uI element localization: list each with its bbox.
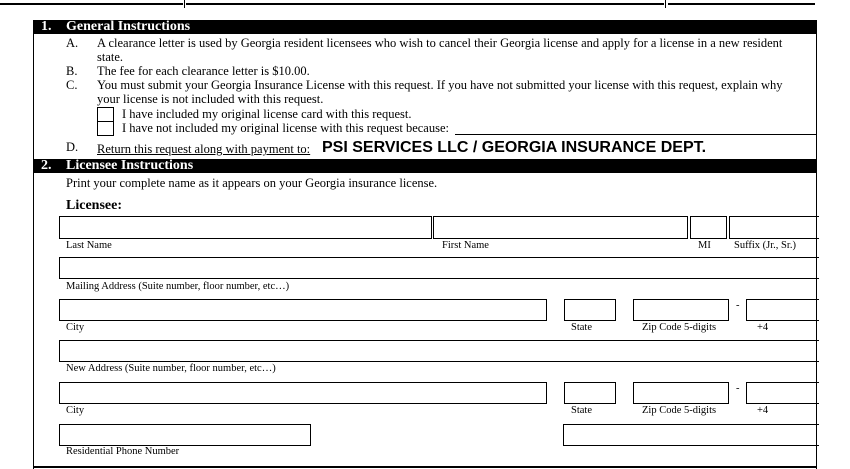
mailing-address-label: Mailing Address (Suite number, floor number, etc…): [66, 281, 290, 292]
section1-header: [33, 20, 816, 34]
last-name-field[interactable]: [59, 216, 432, 239]
top-divider-2: [665, 0, 666, 8]
residential-phone-field[interactable]: [59, 424, 311, 446]
licensee-label: Licensee:: [66, 198, 122, 213]
zip-dash: -: [736, 300, 740, 311]
zip-field[interactable]: [633, 299, 729, 321]
left-frame-line: [33, 20, 34, 469]
middle-initial-field[interactable]: [690, 216, 727, 239]
included-license-label: I have included my original license card with this request.: [122, 107, 412, 121]
section2-number: 2.: [41, 158, 52, 173]
new-plus4-label: +4: [757, 405, 769, 416]
first-name-label: First Name: [442, 240, 489, 251]
new-address-field[interactable]: [59, 340, 819, 362]
first-name-field[interactable]: [433, 216, 688, 239]
new-state-label: State: [571, 405, 592, 416]
item-c-text-2: your license is not included with this request.: [97, 92, 324, 106]
zip-plus4-field[interactable]: [746, 299, 819, 321]
item-b-letter: B.: [66, 64, 78, 78]
new-state-field[interactable]: [564, 382, 616, 404]
item-d-letter: D.: [66, 140, 79, 154]
payee-name: PSI SERVICES LLC / GEORGIA INSURANCE DEPT.: [322, 139, 707, 156]
suffix-label: Suffix (Jr., Sr.): [734, 240, 796, 251]
item-b-text: The fee for each clearance letter is $10.00.: [97, 64, 310, 78]
bottom-rule: [33, 466, 817, 468]
state-label: State: [571, 322, 592, 333]
item-d-text: Return this request along with payment to:: [97, 142, 311, 156]
new-city-field[interactable]: [59, 382, 547, 404]
item-a-text-2: state.: [97, 50, 124, 64]
top-divider-1: [184, 0, 185, 8]
item-a-letter: A.: [66, 36, 79, 50]
secondary-field[interactable]: [563, 424, 819, 446]
section1-title: General Instructions: [66, 19, 191, 34]
new-zip-dash: -: [736, 383, 740, 394]
right-frame-line: [816, 20, 817, 469]
top-rule-2: [186, 3, 664, 5]
city-field[interactable]: [59, 299, 547, 321]
section2-header: [33, 159, 816, 173]
mi-label: MI: [698, 240, 711, 251]
top-rule-1: [0, 3, 183, 5]
item-a-text-1: A clearance letter is used by Georgia resident licensees who wish to cancel their Georgia license and apply for a license in a new resident: [97, 36, 783, 50]
section2-title: Licensee Instructions: [66, 158, 194, 173]
new-address-label: New Address (Suite number, floor number, etc…): [66, 363, 276, 374]
top-rule-3: [668, 3, 815, 5]
section1-number: 1.: [41, 19, 52, 34]
item-c-text-1: You must submit your Georgia Insurance License with this request. If you have not submitted your license with this request, explain why: [97, 78, 783, 92]
not-included-license-label: I have not included my original license with this request because:: [122, 121, 449, 135]
not-included-license-checkbox[interactable]: [97, 121, 114, 136]
new-city-label: City: [66, 405, 85, 416]
section2-instruction: Print your complete name as it appears on your Georgia insurance license.: [66, 176, 438, 190]
suffix-field[interactable]: [729, 216, 819, 239]
state-field[interactable]: [564, 299, 616, 321]
plus4-label: +4: [757, 322, 769, 333]
new-zip-plus4-field[interactable]: [746, 382, 819, 404]
city-label: City: [66, 322, 85, 333]
included-license-checkbox[interactable]: [97, 107, 114, 122]
reason-line[interactable]: [455, 134, 816, 135]
new-zip-field[interactable]: [633, 382, 729, 404]
mailing-address-field[interactable]: [59, 257, 819, 279]
item-c-letter: C.: [66, 78, 78, 92]
new-zip-label: Zip Code 5-digits: [642, 405, 717, 416]
zip-label: Zip Code 5-digits: [642, 322, 717, 333]
residential-phone-label: Residential Phone Number: [66, 446, 180, 457]
last-name-label: Last Name: [66, 240, 112, 251]
